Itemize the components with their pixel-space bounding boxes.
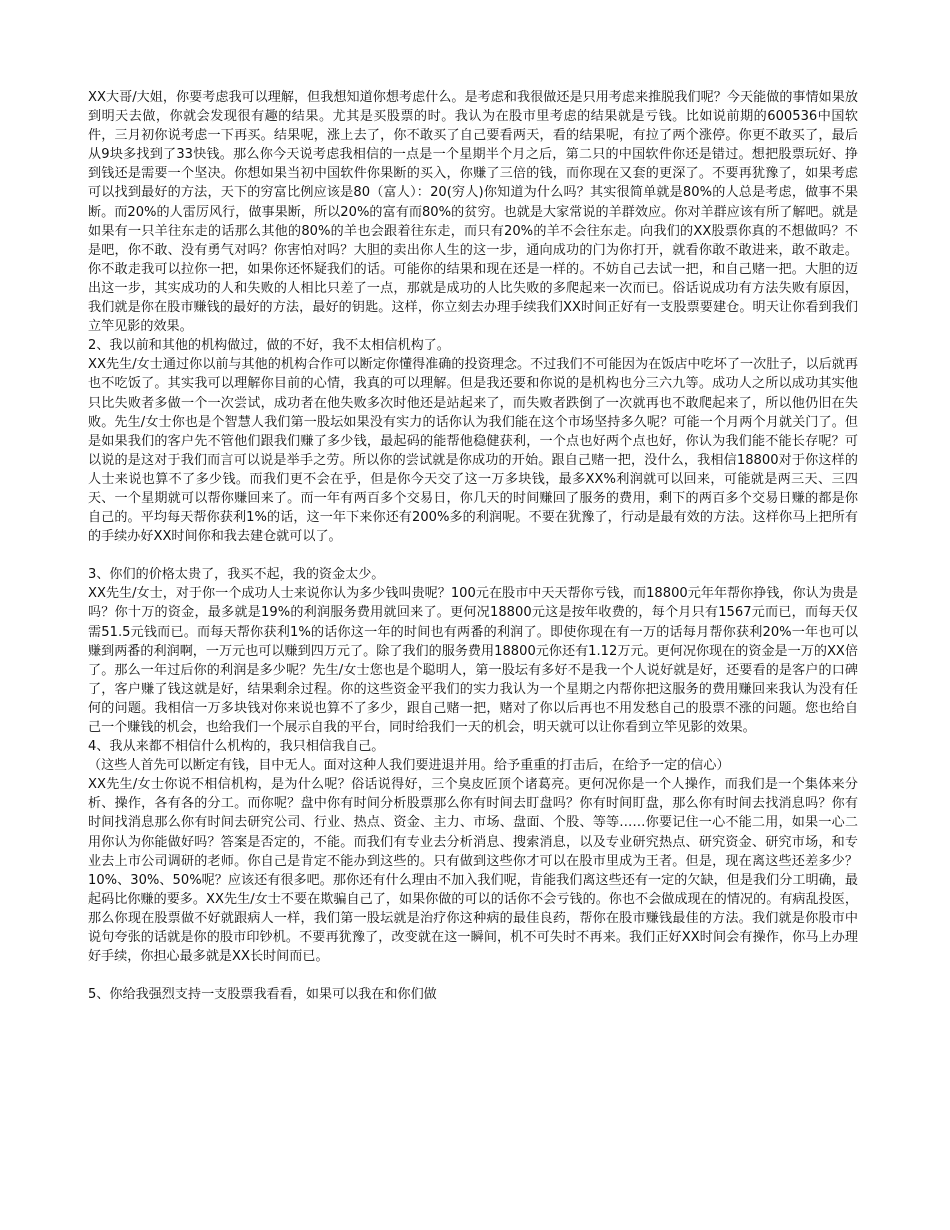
- heading-question-2: 2、我以前和其他的机构做过，做的不好，我不太相信机构了。: [88, 338, 450, 354]
- heading-question-4: 4、我从来都不相信什么机构的，我只相信我自己。: [88, 739, 385, 755]
- document-page: [88, 88, 858, 1004]
- paragraph-consider-objection: XX大哥/大姐，你要考虑我可以理解，但我想知道你想考虑什么。是考虑和我很做还是只用考虑来推脱我们呢？今天能做的事情如果放到明天去做，你就会发现很有趣的结果。尤其是买股票的时。我认为在股市里考虑的结果就是亏钱。比如说前期的600536中国软件，三月初你说考虑一下再买。结果呢，涨上去了，你不敢买了自己要看两天，看的结果呢，有拉了两个涨停。你更不敢买了，最后从9块多找到了33快钱。那么你今天说考虑我相信的一点是一个星期半个月之后，第二只的中国软件你还是错过。想把股票玩好、挣到钱还是需要一个坚决。你想如果当初中国软件你果断的买入，你赚了三倍的钱，而你现在又套的更深了。不要再犹豫了，如果考虑可以找到最好的方法，天下的穷富比例应该是80（富人）：20(穷人)你知道为什么吗？其实很简单就是80%的人总是考虑，做事不果断。而20%的人雷厉风行，做事果断，所以20%的富有而80%的贫穷。也就是大家常说的羊群效应。你对羊群应该有所了解吧。就是如果有一只羊往东走的话那么其他的80%的羊也会跟着往东走，而只有20%的羊不会往东走。向我们的XX股票你真的不想做吗？不是吧，你不敢、没有勇气对吗？你害怕对吗？大胆的卖出你人生的这一步，通向成功的门为你打开，就看你敢不敢进来，敢不敢走。你不敢走我可以拉你一把，如果你还怀疑我们的话。可能你的结果和现在还是一样的。不妨自己去试一把，和自己赌一把。大胆的迈出这一步，其实成功的人和失败的人相比只差了一点，那就是成功的人比失败的多爬起来一次而已。俗话说成功有方法失败有原因，我们就是你在股市赚钱的最好的方法，最好的钥匙。这样，你立刻去办理手续我们XX时间正好有一支股票要建仓。明天让你看到我们立竿见影的效果。: [88, 90, 858, 335]
- paragraph-spacer: [88, 966, 858, 985]
- paragraph-strategy-note: （这些人首先可以断定有钱，目中无人。面对这种人我们要进退并用。给予重重的打击后，在给予一定的信心）: [88, 758, 730, 774]
- heading-question-5: 5、你给我强烈支持一支股票我看看，如果可以我在和你们做: [88, 987, 437, 1003]
- paragraph-price-objection: XX先生/女士，对于你一个成功人士来说你认为多少钱叫贵呢？100元在股市中天天帮你亏钱，而18800元年年帮你挣钱，你认为贵是吗？你十万的资金，最多就是19%的利润服务费用就回来了。更何况18800元这是按年收费的，每个月只有1567元而已，而每天仅需51.5元钱而已。而每天帮你获利1%的话你这一年的时间也有两番的利润了。即使你现在有一万的话每月帮你获利20%一年也可以赚到两番的利润啊，一万元也可以赚到四万元了。除了我们的服务费用18800元你还有1.12万元。更何况你现在的资金是一万的XX倍了。那么一年过后你的利润是多少呢？先生/女士您也是个聪明人，第一股坛有多好不是我一个人说好就是好，还要看的是客户的口碑了，客户赚了钱这就是好，结果剩余过程。你的这些资金平我们的实力我认为一个星期之内帮你把这服务的费用赚回来我认为没有任何的问题。我相信一万多块钱对你来说也算不了多少，跟自己赌一把，赌对了你以后再也不用发愁自己的股票不涨的问题。您也给自己一个赚钱的机会，也给我们一个展示自我的平台，同时给我们一天的机会，明天就可以让你看到立竿见影的效果。: [88, 586, 858, 735]
- paragraph-self-trust-objection: XX先生/女士你说不相信机构，是为什么呢？俗话说得好，三个臭皮匠顶个诸葛亮。更何况你是一个人操作，而我们是一个集体来分析、操作，各有各的分工。而你呢？盘中你有时间分析股票那么你有时间去盯盘吗？你有时间盯盘，那么你有时间去找消息吗？你有时间找消息那么你有时间去研究公司、行业、热点、资金、主力、市场、盘面、个股、等等……你要记住一心不能二用，如果一心二用你认为你能做好吗？答案是否定的，不能。而我们有专业去分析消息、搜索消息，以及专业研究热点、研究资金、研究市场，和专业去上市公司调研的老师。你自己是肯定不能办到这些的。只有做到这些你才可以在股市里成为王者。但是，现在离这些还差多少？10%、30%、50%呢？应该还有很多吧。那你还有什么理由不加入我们呢，肯能我们离这些还有一定的欠缺，但是我们分工明确，最起码比你赚的要多。XX先生/女士不要在欺骗自己了，如果你做的可以的话你不会亏钱的。你也不会做成现在的情况的。有病乱投医，那么你现在股票做不好就跟病人一样，我们第一股坛就是治疗你这种病的最佳良药，帮你在股市赚钱最佳的方法。我们就是你股市中说句夸张的话就是你的股市印钞机。不要再犹豫了，改变就在这一瞬间，机不可失时不再来。我们正好XX时间会有操作，你马上办理好手续，你担心最多就是XX长时间而已。: [88, 777, 858, 965]
- paragraph-distrust-institutions: XX先生/女士通过你以前与其他的机构合作可以断定你懂得准确的投资理念。不过我们不可能因为在饭店中吃坏了一次肚子，以后就再也不吃饭了。其实我可以理解你目前的心情，我真的可以理解。但是我还要和你说的是机构也分三六九等。成功人之所以成功其实他只比失败者多做一个一次尝试，成功者在他失败多次时他还是站起来了，而失败者跌倒了一次就再也不敢爬起来了，所以他仍旧在失败。先生/女士你也是个智慧人我们第一股坛如果没有实力的话你认为我们能在这个市场坚持多久呢？可能一个月两个月就关门了。但是如果我们的客户先不管他们跟我们赚了多少钱，最起码的能帮他稳健获利，一个点也好两个点也好，你认为我们能不能长存呢？可以说的是这对于我们而言可以说是举手之劳。所以你的尝试就是你成功的开始。跟自己赌一把，没什么，我相信18800对于你这样的人士来说也算不了多少钱。而我们更不会在乎，但是你今天交了这一万多块钱，最多XX%利润就可以回来，可能就是两三天、三四天、一个星期就可以帮你赚回来了。而一年有两百多个交易日，你几天的时间赚回了服务的费用，剩下的两百多个交易日赚的都是你自己的。平均每天帮你获利1%的话，这一年下来你还有200%多的利润呢。不要在犹豫了，行动是最有效的方法。这样你马上把所有的手续办好XX时间你和我去建仓就可以了。: [88, 357, 858, 545]
- paragraph-spacer: [88, 546, 858, 565]
- heading-question-3: 3、你们的价格太贵了，我买不起，我的资金太少。: [88, 567, 385, 583]
